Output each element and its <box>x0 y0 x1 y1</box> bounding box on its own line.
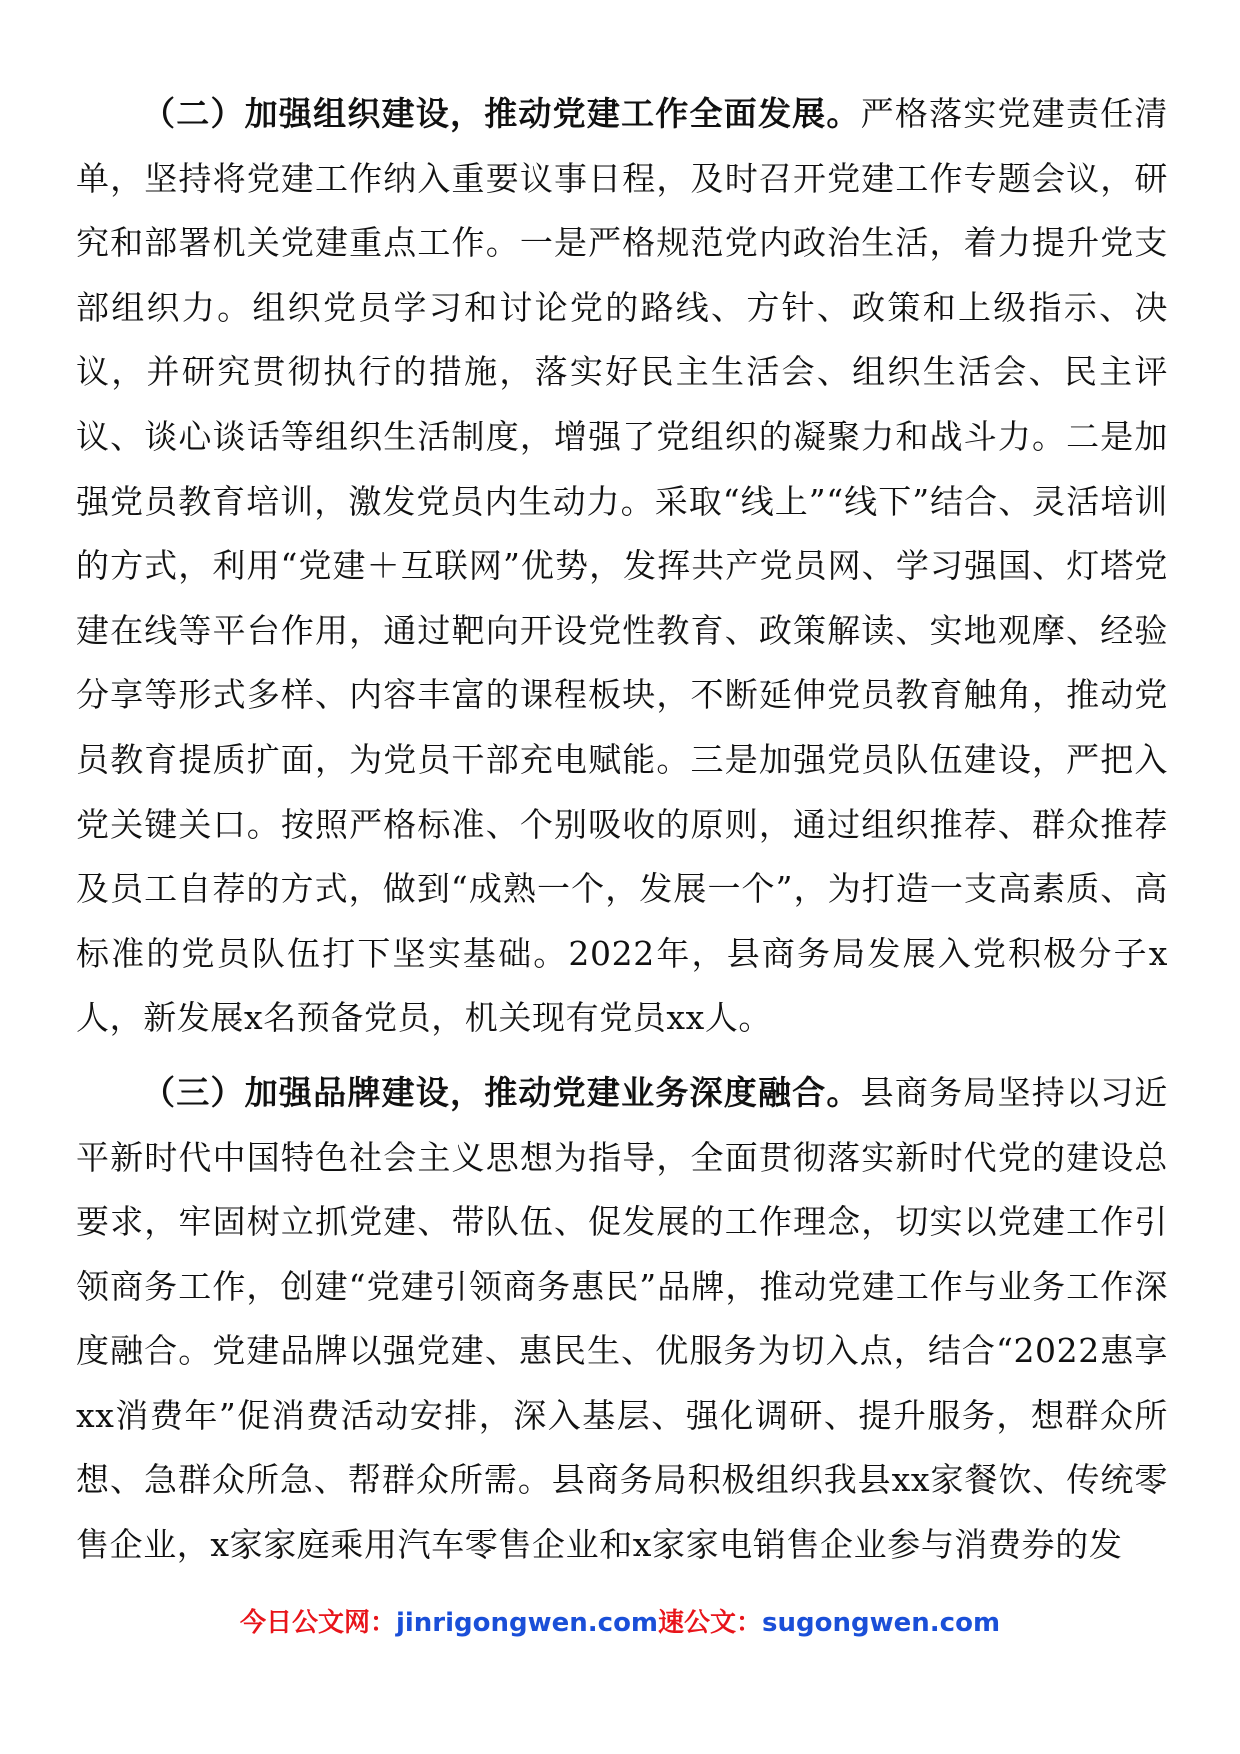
footer-site2-link[interactable]: sugongwen.com <box>762 1608 1001 1638</box>
paragraph-brand-building <box>76 1061 1168 1578</box>
section-heading: （二）加强组织建设，推动党建工作全面发展。 <box>142 94 861 133</box>
footer-site1-name: 今日公文网： <box>239 1608 396 1638</box>
paragraph-body: 严格落实党建责任清单，坚持将党建工作纳入重要议事日程，及时召开党建工作专题会议，研究和部署机关党建重点工作。一是严格规范党内政治生活，着力提升党支部组织力。组织党员学习和讨论党的路线、方针、政策和上级指示、决议，并研究贯彻执行的措施，落实好民主生活会、组织生活会、民主评议、谈心谈话等组织生活制度，增强了党组织的凝聚力和战斗力。二是加强党员教育培训，激发党员内生动力。采取“线上”“线下”结合、灵活培训的方式，利用“党建＋互联网”优势，发挥共产党员网、学习强国、灯塔党建在线等平台作用，通过靶向开设党性教育、政策解读、实地观摩、经验分享等形式多样、内容丰富的课程板块，不断延伸党员教育触角，推动党员教育提质扩面，为党员干部充电赋能。三是加强党员队伍建设，严把入党关键关口。按照严格标准、个别吸收的原则，通过组织推荐、群众推荐及员工自荐的方式，做到“成熟一个，发展一个”，为打造一支高素质、高标准的党员队伍打下坚实基础。2022年，县商务局发展入党积极分子x人，新发展x名预备党员，机关现有党员xx人。 <box>76 94 1168 1038</box>
paragraph-body: 县商务局坚持以习近平新时代中国特色社会主义思想为指导，全面贯彻落实新时代党的建设总要求，牢固树立抓党建、带队伍、促发展的工作理念，切实以党建工作引领商务工作，创建“党建引领商务惠民”品牌，推动党建工作与业务工作深度融合。党建品牌以强党建、惠民生、优服务为切入点，结合“2022惠享xx消费年”促消费活动安排，深入基层、强化调研、提升服务，想群众所想、急群众所急、帮群众所需。县商务局积极组织我县xx家餐饮、传统零售企业，x家家庭乘用汽车零售企业和x家家电销售企业参与消费券的发 <box>76 1072 1168 1565</box>
paragraph-organization-building <box>76 82 1168 1051</box>
document-page <box>76 82 1168 1588</box>
section-heading: （三）加强品牌建设，推动党建业务深度融合。 <box>142 1072 861 1112</box>
footer-watermark <box>0 1602 1240 1639</box>
footer-site2-name: 速公文： <box>658 1608 763 1638</box>
footer-site1-link[interactable]: jinrigongwen.com <box>395 1608 659 1638</box>
